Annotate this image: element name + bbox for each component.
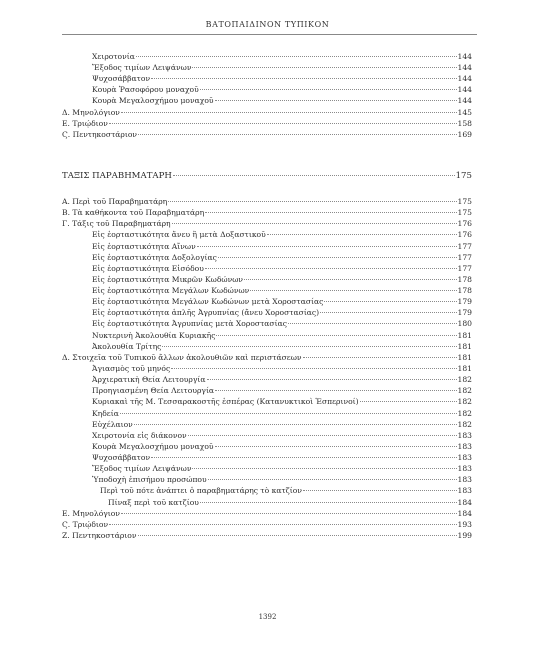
toc-entry xyxy=(92,274,472,285)
toc-entry-title: Χειροτονία εἰς διάκονον xyxy=(92,431,187,440)
toc-dot-leader xyxy=(138,134,456,135)
toc-entry xyxy=(92,452,472,463)
toc-dot-leader xyxy=(171,368,456,369)
toc-entry xyxy=(92,307,472,318)
toc-entry-page: 177 xyxy=(457,264,472,273)
toc-entry-page: 178 xyxy=(457,286,472,295)
toc-entry xyxy=(92,441,472,452)
toc-entry-title: Περὶ τοῦ πότε ἀνάπτει ὁ παραβηματάρης τὸ κατζίον xyxy=(100,486,302,495)
toc-entry xyxy=(92,341,472,352)
toc-entry-title: Εἰς ἑορταστικότητα Μικρῶν Κωδώνων xyxy=(92,275,244,284)
toc-entry xyxy=(62,196,472,207)
toc-entry xyxy=(92,408,472,419)
toc-entry xyxy=(92,474,472,485)
toc-entry xyxy=(92,330,472,341)
toc-entry-title: Εἰς ἑορταστικότητα Δοξολογίας xyxy=(92,253,217,262)
toc-entry-page: 183 xyxy=(457,431,472,440)
toc-entry-page: 182 xyxy=(457,409,472,418)
toc-entry xyxy=(62,508,472,519)
toc-dot-leader xyxy=(360,401,457,402)
toc-entry-title: ΤΑΞΙΣ ΠΑΡΑΒΗΜΑΤΑΡΗ xyxy=(62,171,172,181)
toc-entry-page: 183 xyxy=(457,486,472,495)
toc-entry xyxy=(92,252,472,263)
toc-dot-leader xyxy=(250,290,456,291)
toc-entry-title: Ψυχοσάββατον xyxy=(92,453,151,462)
toc-dot-leader xyxy=(151,78,456,79)
toc-entry-page: 179 xyxy=(457,308,472,317)
toc-entry-title: Πίναξ περὶ τοῦ κατζίου xyxy=(108,498,199,507)
toc-entry-title: Εἰς ἑορταστικότητα ἄνευ ἢ μετὰ Δοξαστικοῦ xyxy=(92,230,266,239)
toc-entry xyxy=(92,463,472,474)
toc-entry-page: 176 xyxy=(457,230,472,239)
toc-dot-leader xyxy=(324,301,456,302)
toc-entry-page: 177 xyxy=(457,253,472,262)
toc-entry-page: 144 xyxy=(457,52,472,61)
toc-dot-leader xyxy=(197,246,457,247)
toc-entry-title: Κουρὰ Μεγαλοσχήμου μοναχοῦ xyxy=(92,442,214,451)
toc-entry-title: Κυριακαὶ τῆς Μ. Τεσσαρακοστῆς ἑσπέρας (Κατανυκτικοὶ Ἑσπερινοί) xyxy=(92,397,359,406)
toc-entry-title: Ε. Τριῴδιον xyxy=(62,119,108,128)
toc-entry xyxy=(62,207,472,218)
toc-entry-page: 145 xyxy=(457,108,472,117)
toc-dot-leader xyxy=(138,535,457,536)
toc-entry xyxy=(92,396,472,407)
toc-entry-title: Ἔξοδος τιμίων Λειψάνων xyxy=(92,464,192,473)
toc-entry xyxy=(92,318,472,329)
toc-entry-title: Ε. Μηνολόγιον xyxy=(62,509,120,518)
toc-entry-title: Προηγιασμένη Θεία Λειτουργία xyxy=(92,386,215,395)
toc-entry xyxy=(108,497,472,508)
toc-dot-leader xyxy=(208,479,457,480)
toc-entry xyxy=(92,296,472,307)
toc-dot-leader xyxy=(109,524,456,525)
toc-entry-page: 183 xyxy=(457,464,472,473)
toc-entry xyxy=(92,95,472,106)
toc-entry-title: Κουρὰ Μεγαλοσχήμου μοναχοῦ xyxy=(92,96,214,105)
toc-dot-leader xyxy=(205,268,457,269)
toc-entry-title: Ζ. Πεντηκοστάριον xyxy=(62,531,137,540)
toc-dot-leader xyxy=(207,379,457,380)
toc-entry-title: Ϛ. Τριῴδιον xyxy=(62,520,109,529)
toc-entry-page: 182 xyxy=(457,397,472,406)
toc-entry-page: 158 xyxy=(457,119,472,128)
toc-entry-title: Δ. Στοιχεῖα τοῦ Τυπικοῦ ἄλλων ἀκολουθιῶν καὶ περιστάσεων xyxy=(62,353,302,362)
toc-entry xyxy=(92,229,472,240)
toc-dot-leader xyxy=(205,212,456,213)
toc-dot-leader xyxy=(200,502,457,503)
toc-entry xyxy=(62,352,472,363)
toc-entry-page: 175 xyxy=(457,208,472,217)
toc-dot-leader xyxy=(109,123,457,124)
toc-entry-title: Ἀρχιερατικὴ Θεία Λειτουργία xyxy=(92,375,206,384)
running-header: ΒΑΤΟΠΑΙΔΙΝΟΝ ΤΥΠΙΚΟΝ xyxy=(205,20,330,29)
toc-entry-page: 183 xyxy=(457,442,472,451)
toc-entry-page: 175 xyxy=(455,171,472,181)
toc-entry-title: Α. Περὶ τοῦ Παραβηματάρη xyxy=(62,197,168,206)
toc-entry-title: Εἰς ἑορταστικότητα ἁπλῆς Ἀγρυπνίας (ἄνευ Χοροστασίας) xyxy=(92,308,320,317)
toc-entry-title: Εἰς ἑορταστικότητα Ἀγρυπνίας μετὰ Χοροστασίας xyxy=(92,319,287,328)
toc-dot-leader xyxy=(288,323,457,324)
toc-entry-title: Κηδεία xyxy=(92,409,119,418)
toc-dot-leader xyxy=(162,346,456,347)
toc-entry-title: Ἔξοδος τιμίων Λειψάνων xyxy=(92,63,192,72)
toc-entry xyxy=(62,129,472,140)
toc-dot-leader xyxy=(215,390,456,391)
toc-entry xyxy=(62,107,472,118)
toc-entry-page: 184 xyxy=(457,509,472,518)
toc-entry-page: 182 xyxy=(457,375,472,384)
toc-entry xyxy=(62,218,472,229)
toc-entry xyxy=(92,84,472,95)
toc-entry-title: Ἀκολουθία Τρίτης xyxy=(92,342,162,351)
toc-dot-leader xyxy=(200,89,457,90)
toc-dot-leader xyxy=(244,279,456,280)
toc-section-heading xyxy=(62,171,472,182)
toc-entry-page: 180 xyxy=(457,319,472,328)
page-number: 1392 xyxy=(258,613,277,621)
toc-entry xyxy=(92,430,472,441)
toc-entry-title: Δ. Μηνολόγιον xyxy=(62,108,120,117)
toc-entry-page: 176 xyxy=(457,219,472,228)
toc-entry xyxy=(92,285,472,296)
toc-dot-leader xyxy=(215,100,457,101)
toc-entry xyxy=(100,485,472,496)
toc-entry-title: Εἰς ἑορταστικότητα Αἴνων xyxy=(92,242,196,251)
toc-entry-page: 181 xyxy=(457,353,472,362)
toc-entry xyxy=(62,118,472,129)
toc-entry-page: 175 xyxy=(457,197,472,206)
toc-entry-page: 181 xyxy=(457,331,472,340)
toc-dot-leader xyxy=(216,335,456,336)
toc-entry xyxy=(92,419,472,430)
toc-entry-page: 144 xyxy=(457,96,472,105)
toc-dot-leader xyxy=(173,175,455,176)
toc-dot-leader xyxy=(303,490,457,491)
toc-entry-page: 169 xyxy=(457,130,472,139)
toc-entry-title: Ἁγιασμὸς τοῦ μηνός xyxy=(92,364,171,373)
toc-entry-title: Ψυχοσάββατον xyxy=(92,74,151,83)
toc-entry-page: 144 xyxy=(457,85,472,94)
toc-dot-leader xyxy=(192,468,456,469)
toc-entry xyxy=(62,530,472,541)
toc-entry-page: 181 xyxy=(457,364,472,373)
toc-entry-title: Εὐχέλαιον xyxy=(92,420,133,429)
toc-dot-leader xyxy=(120,413,457,414)
toc-dot-leader xyxy=(192,67,456,68)
toc-entry-page: 193 xyxy=(457,520,472,529)
toc-entry-title: Νυκτερινὴ Ἀκολουθία Κυριακῆς xyxy=(92,331,216,340)
toc-entry-title: Κουρὰ Ῥασοφόρου μοναχοῦ xyxy=(92,85,199,94)
toc-dot-leader xyxy=(215,446,457,447)
toc-entry-title: Χειροτονία xyxy=(92,52,135,61)
toc-entry-title: Ὑποδοχὴ ἐπισήμου προσώπου xyxy=(92,475,207,484)
toc-dot-leader xyxy=(303,357,457,358)
toc-entry-page: 144 xyxy=(457,74,472,83)
toc-entry-page: 179 xyxy=(457,297,472,306)
toc-entry xyxy=(92,385,472,396)
toc-entry-page: 183 xyxy=(457,475,472,484)
toc-entry-page: 199 xyxy=(457,531,472,540)
toc-entry xyxy=(92,51,472,62)
toc-entry-title: Εἰς ἑορταστικότητα Μεγάλων Κωδώνων xyxy=(92,286,250,295)
toc-entry-page: 182 xyxy=(457,386,472,395)
toc-entry-page: 178 xyxy=(457,275,472,284)
toc-entry xyxy=(92,241,472,252)
toc-entry xyxy=(92,73,472,84)
toc-entry xyxy=(92,62,472,73)
toc-dot-leader xyxy=(168,201,456,202)
toc-entry xyxy=(92,374,472,385)
toc-dot-leader xyxy=(320,312,456,313)
toc-entry-title: Ϛ. Πεντηκοστάριον xyxy=(62,130,138,139)
toc-dot-leader xyxy=(218,257,457,258)
toc-entry-title: Β. Τὰ καθήκοντα τοῦ Παραβηματάρη xyxy=(62,208,205,217)
toc-entry-title: Εἰς ἑορταστικότητα Μεγάλων Κωδώνων μετὰ Χοροστασίας xyxy=(92,297,324,306)
toc-dot-leader xyxy=(267,234,457,235)
toc-dot-leader xyxy=(151,457,456,458)
toc-entry-title: Γ. Τάξις τοῦ Παραβηματάρη xyxy=(62,219,171,228)
toc-entry-title: Εἰς ἑορταστικότητα Εἰσόδου xyxy=(92,264,204,273)
toc-entry xyxy=(62,519,472,530)
toc-entry-page: 177 xyxy=(457,242,472,251)
toc-dot-leader xyxy=(136,56,457,57)
toc-dot-leader xyxy=(121,112,457,113)
toc-entry xyxy=(92,363,472,374)
toc-dot-leader xyxy=(121,513,457,514)
toc-entry-page: 183 xyxy=(457,453,472,462)
toc-entry-page: 182 xyxy=(457,420,472,429)
toc-entry-page: 181 xyxy=(457,342,472,351)
toc-entry xyxy=(92,263,472,274)
toc-dot-leader xyxy=(134,424,457,425)
toc-dot-leader xyxy=(188,435,457,436)
toc-entry-page: 184 xyxy=(457,498,472,507)
toc-dot-leader xyxy=(172,223,457,224)
toc-entry-page: 144 xyxy=(457,63,472,72)
